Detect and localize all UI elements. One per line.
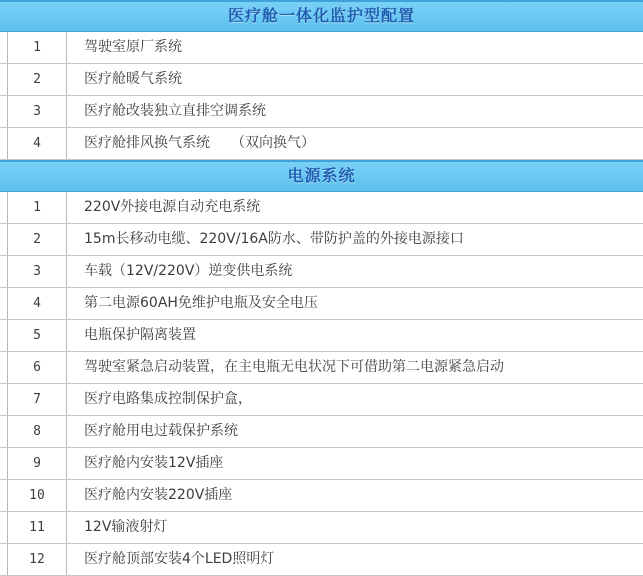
row-number: 11	[7, 512, 67, 543]
row-text: 医疗舱暖气系统	[84, 71, 182, 87]
table-row	[0, 480, 643, 512]
row-text: 医疗舱顶部安装4个LED照明灯	[84, 551, 275, 567]
row-left-gutter	[0, 192, 7, 223]
row-text: 220V外接电源自动充电系统	[84, 199, 261, 215]
row-left-gutter	[0, 96, 7, 127]
table-row	[0, 320, 643, 352]
row-text: 驾驶室原厂系统	[84, 39, 182, 55]
row-text: 医疗电路集成控制保护盒，	[84, 391, 252, 407]
row-number: 6	[7, 352, 67, 383]
row-text: 医疗舱用电过载保护系统	[84, 423, 238, 439]
row-text: 车载（12V/220V）逆变供电系统	[84, 263, 293, 279]
row-number: 4	[7, 128, 67, 159]
row-left-gutter	[0, 320, 7, 351]
table-row	[0, 96, 643, 128]
row-left-gutter	[0, 512, 7, 543]
row-number: 2	[7, 64, 67, 95]
table-row	[0, 416, 643, 448]
row-text: 医疗舱内安装12V插座	[84, 455, 224, 471]
row-text: 15m长移动电缆、220V/16A防水、带防护盖的外接电源接口	[84, 231, 464, 247]
row-number: 3	[7, 256, 67, 287]
row-number: 8	[7, 416, 67, 447]
row-text: 驾驶室紧急启动装置，在主电瓶无电状况下可借助第二电源紧急启动	[84, 359, 504, 375]
row-text: 医疗舱排风换气系统 （双向换气）	[84, 135, 315, 151]
row-number: 4	[7, 288, 67, 319]
row-text: 电瓶保护隔离装置	[84, 327, 196, 343]
row-left-gutter	[0, 352, 7, 383]
row-text: 医疗舱改装独立直排空调系统	[84, 103, 266, 119]
row-number: 1	[7, 192, 67, 223]
row-left-gutter	[0, 32, 7, 63]
table-row	[0, 448, 643, 480]
section-header: 医疗舱一体化监护型配置	[0, 0, 643, 32]
table-row	[0, 288, 643, 320]
row-left-gutter	[0, 64, 7, 95]
row-text: 医疗舱内安装220V插座	[84, 487, 233, 503]
table-row	[0, 224, 643, 256]
row-left-gutter	[0, 480, 7, 511]
table-row	[0, 256, 643, 288]
row-number: 7	[7, 384, 67, 415]
row-left-gutter	[0, 128, 7, 159]
table-row	[0, 64, 643, 96]
row-number: 3	[7, 96, 67, 127]
row-number: 9	[7, 448, 67, 479]
row-number: 5	[7, 320, 67, 351]
table-row	[0, 192, 643, 224]
table-row	[0, 384, 643, 416]
row-text: 第二电源60AH免维护电瓶及安全电压	[84, 295, 318, 311]
table-row	[0, 544, 643, 576]
row-left-gutter	[0, 224, 7, 255]
row-left-gutter	[0, 256, 7, 287]
table-row	[0, 32, 643, 64]
row-left-gutter	[0, 448, 7, 479]
row-left-gutter	[0, 544, 7, 575]
row-left-gutter	[0, 384, 7, 415]
row-text: 12V输液射灯	[84, 519, 168, 535]
row-number: 1	[7, 32, 67, 63]
row-left-gutter	[0, 416, 7, 447]
row-left-gutter	[0, 288, 7, 319]
row-number: 10	[7, 480, 67, 511]
section-header: 电源系统	[0, 160, 643, 192]
row-number: 12	[7, 544, 67, 575]
table-row	[0, 512, 643, 544]
row-number: 2	[7, 224, 67, 255]
table-row	[0, 128, 643, 160]
table-row	[0, 352, 643, 384]
